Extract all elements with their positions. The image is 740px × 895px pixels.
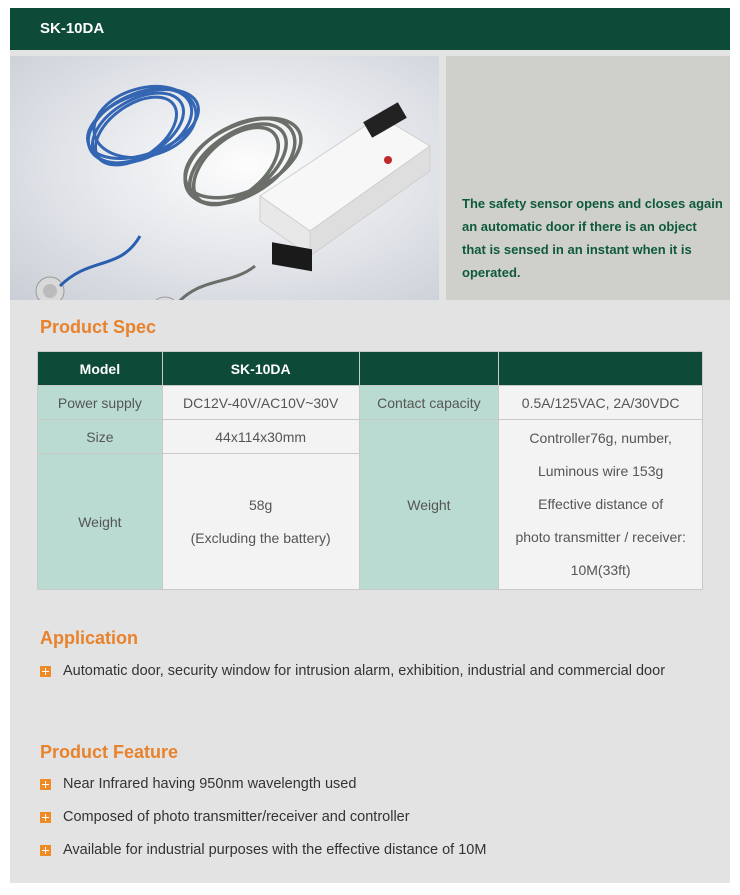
power-supply-label: Power supply [38, 386, 163, 420]
size-label: Size [38, 420, 163, 454]
weight-label: Weight [38, 454, 163, 590]
list-item-text: Available for industrial purposes with the effective distance of 10M [63, 842, 487, 858]
weight2-value [499, 420, 703, 590]
product-illustration [10, 56, 439, 300]
list-item [40, 655, 723, 688]
weight-line: 58g [248, 496, 273, 513]
plus-bullet-icon [40, 666, 51, 677]
plus-bullet-icon [40, 779, 51, 790]
list-item-text: Composed of photo transmitter/receiver and controller [63, 809, 410, 825]
plus-bullet-icon [40, 845, 51, 856]
weight2-line: 10M(33ft) [570, 562, 631, 578]
weight-value [162, 454, 359, 590]
weight2-line: photo transmitter / receiver: [515, 529, 686, 545]
product-photo [10, 56, 439, 300]
header-cell [499, 352, 703, 386]
list-item [40, 801, 723, 834]
weight2-line: Controller76g, number, [529, 430, 672, 446]
header-cell: Model [38, 352, 163, 386]
feature-list [40, 768, 723, 867]
feature-title: Product Feature [40, 742, 179, 762]
weight2-label: Weight [359, 420, 499, 590]
list-item-text: Automatic door, security window for intrusion alarm, exhibition, industrial and commercial door [63, 663, 666, 679]
contact-capacity-value: 0.5A/125VAC, 2A/30VDC [499, 386, 703, 420]
list-item [40, 834, 723, 867]
application-list [40, 655, 723, 688]
spec-table [37, 351, 703, 590]
size-value: 44x114x30mm [162, 420, 359, 454]
header-cell: SK-10DA [162, 352, 359, 386]
table-row [38, 420, 703, 454]
description-box [446, 56, 730, 300]
application-title: Application [40, 628, 138, 648]
contact-capacity-label: Contact capacity [359, 386, 499, 420]
weight2-line: Effective distance of [538, 496, 664, 512]
product-description: The safety sensor opens and closes again an automatic door if there is an object that is sensed in an instant when it is operated. [462, 196, 723, 280]
weight-line: (Excluding the battery) [190, 529, 331, 546]
power-supply-value: DC12V-40V/AC10V~30V [162, 386, 359, 420]
list-item-text: Near Infrared having 950nm wavelength used [63, 776, 357, 792]
table-header-row [38, 352, 703, 386]
spec-title: Product Spec [40, 317, 157, 337]
plus-bullet-icon [40, 812, 51, 823]
table-row [38, 386, 703, 420]
product-title: SK-10DA [40, 20, 105, 37]
list-item [40, 768, 723, 801]
title-bar [10, 8, 730, 50]
weight2-line: Luminous wire 153g [537, 463, 664, 479]
header-cell [359, 352, 499, 386]
